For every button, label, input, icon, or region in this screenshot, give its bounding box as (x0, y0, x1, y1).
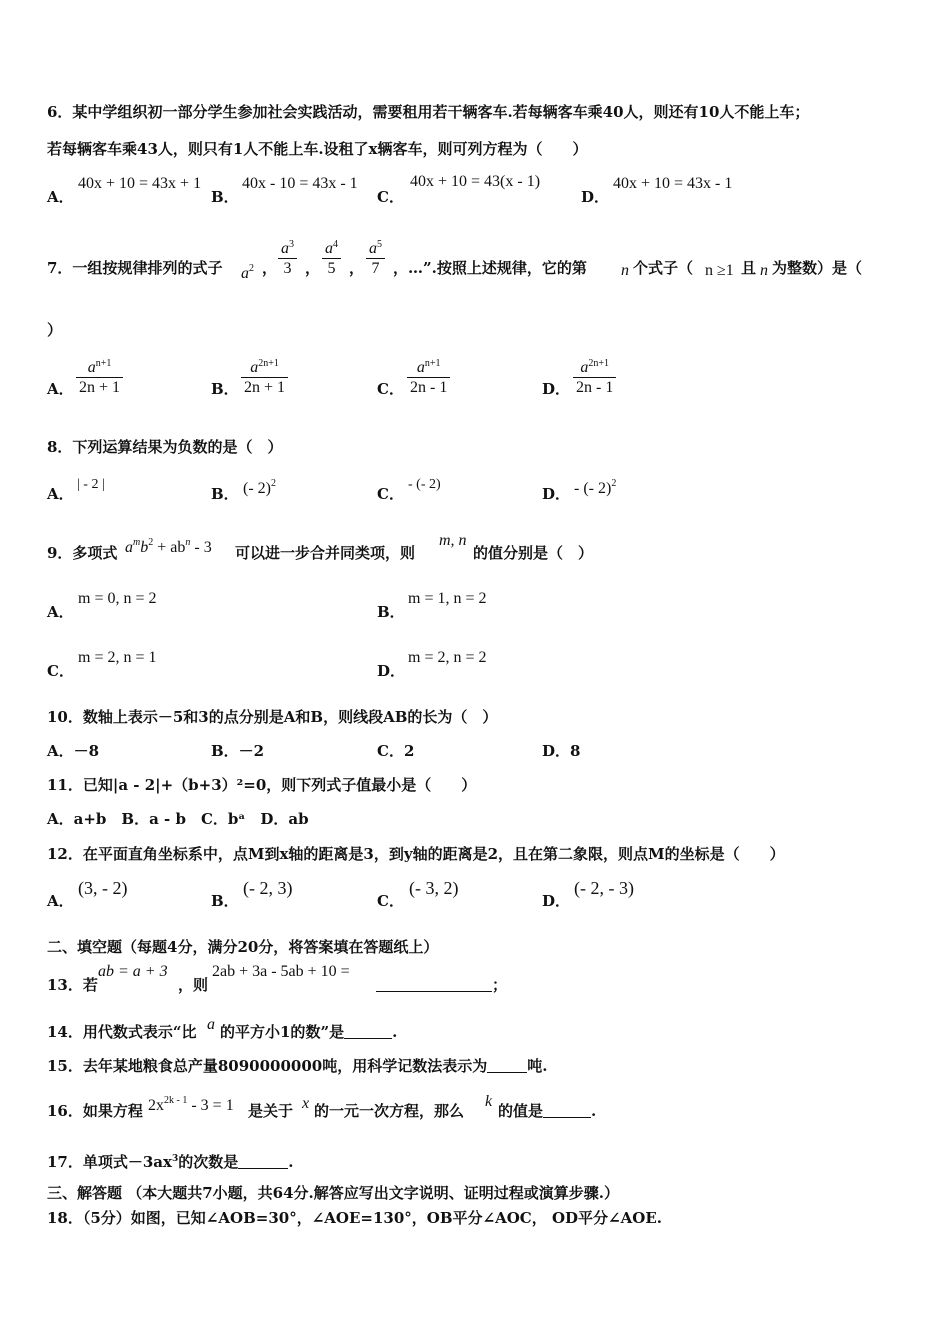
q8-option-b: (- 2)$^2$ (243, 478, 276, 497)
q7-condition: n ≥1 (705, 262, 734, 279)
q6-option-c: 40x + 10 = 43(x - 1) (410, 173, 541, 190)
q14-prefix: 14．用代数式表示“比 (47, 1023, 197, 1041)
q16-prefix: 16．如果方程 (47, 1102, 143, 1120)
q6-line1: 6．某中学组织初一部分学生参加社会实践活动，需要租用若干辆客车.若每辆客车乘40人，则还有10人不能上车； (47, 103, 810, 121)
q8-option-c: - (- 2) (408, 477, 441, 492)
q9-label-a: A． (47, 603, 74, 621)
q8-stem: 8．下列运算结果为负数的是（ ） (47, 438, 283, 456)
q6-option-a: 40x + 10 = 43x + 1 (78, 175, 202, 192)
q7-label-c: C． (377, 380, 404, 398)
q12-option-b: (- 2, 3) (243, 878, 293, 898)
q6-label-b: B． (211, 188, 239, 206)
q16-equation: $2x^{2k - 1} - 3 = 1$ (148, 1095, 234, 1114)
q7-mid3: 且 (741, 259, 757, 277)
q6-option-d: 40x + 10 = 43x - 1 (613, 175, 733, 192)
q8-label-a: A． (47, 485, 74, 503)
q16-variable-x: x (302, 1095, 310, 1112)
q8-label-b: B． (211, 485, 239, 503)
q7-label-b: B． (211, 380, 239, 398)
q12-label-a: A． (47, 892, 74, 910)
q7-term-a2: $a^2$ (241, 263, 254, 282)
q10-option-c: C．2 (377, 742, 415, 760)
q9-label-c: C． (47, 662, 74, 680)
q16-answer[interactable]: 的值是 . (498, 1102, 597, 1120)
q9-option-d: m = 2, n = 2 (408, 649, 487, 666)
q10-stem: 10．数轴上表示－5和3的点分别是A和B，则线段AB的长为（ ） (47, 708, 498, 726)
q9-mn: m, n (439, 532, 467, 549)
q9-label-d: D． (377, 662, 406, 680)
q13-expression: 2ab + 3a - 5ab + 10 = (212, 963, 350, 980)
q7-comma-2: ， (305, 259, 321, 277)
q6-label-a: A． (47, 188, 74, 206)
q7-mid: ，…”.按照上述规律，它的第 (393, 259, 587, 277)
q7-option-b: $\frac{a^{2n+1}}{2n + 1}$ (241, 355, 288, 397)
q9-prefix: 9．多项式 (47, 544, 118, 562)
q9-option-a: m = 0, n = 2 (78, 590, 157, 607)
q8-label-d: D． (542, 485, 571, 503)
q8-label-c: C． (377, 485, 404, 503)
q12-option-a: (3, - 2) (78, 878, 128, 898)
q7-suffix: 为整数）是（ (772, 259, 863, 277)
q7-close: ） (47, 321, 63, 339)
q16-mid2: 的一元一次方程，那么 (314, 1102, 465, 1120)
q7-term-2: $\frac{a^4}{5}$ (322, 236, 341, 278)
q12-stem: 12．在平面直角坐标系中，点M到x轴的距离是3，到y轴的距离是2，且在第二象限，则点M的坐标是（ ） (47, 845, 785, 863)
q9-suffix: 的值分别是（ ） (473, 544, 594, 562)
q14-answer[interactable]: 的平方小1的数”是 . (220, 1023, 398, 1041)
q7-option-a: $\frac{a^{n+1}}{2n + 1}$ (76, 355, 123, 397)
q9-option-b: m = 1, n = 2 (408, 590, 487, 607)
q10-option-a: A．－8 (47, 742, 100, 760)
q11-options: A．a+b B．a - b C．bᵃ D．ab (47, 810, 309, 828)
q13-prefix: 13．若 (47, 976, 98, 994)
q13-mid: ，则 (178, 976, 209, 994)
q15-answer[interactable]: 15．去年某地粮食总产量8090000000吨，用科学记数法表示为 吨. (47, 1057, 548, 1075)
q6-label-d: D． (581, 188, 610, 206)
q16-mid: 是关于 (248, 1102, 294, 1120)
q7-mid2: 个式子（ (633, 259, 694, 277)
q9-option-c: m = 2, n = 1 (78, 649, 157, 666)
q9-mid: 可以进一步合并同类项，则 (235, 544, 416, 562)
q12-label-d: D． (542, 892, 571, 910)
q6-line2: 若每辆客车乘43人，则只有1人不能上车.设租了x辆客车，则可列方程为（ ） (47, 140, 588, 158)
q13-answer[interactable]: ； (376, 975, 507, 995)
q7-option-c: $\frac{a^{n+1}}{2n - 1}$ (407, 355, 450, 397)
q11-stem: 11．已知|a - 2|+（b+3）²=0，则下列式子值最小是（ ） (47, 776, 477, 794)
q7-term-3: $\frac{a^5}{7}$ (366, 236, 385, 278)
q14-variable-a: a (207, 1016, 215, 1033)
q12-label-c: C． (377, 892, 404, 910)
q7-comma-1: ， (262, 259, 278, 277)
q7-label-d: D． (542, 380, 571, 398)
q12-option-d: (- 2, - 3) (574, 878, 634, 898)
q9-label-b: B． (377, 603, 405, 621)
q7-prefix: 7．一组按规律排列的式子 (47, 259, 223, 277)
q7-comma-3: ， (349, 259, 365, 277)
q18-stem: 18．（5分）如图，已知∠AOB=30°，∠AOE=130°，OB平分∠AOC， OD平分∠AOE. (47, 1209, 662, 1227)
q8-option-d: - (- 2)$^2$ (574, 478, 617, 497)
q9-polynomial: $a^mb^2 + ab^n - 3$ (125, 537, 212, 556)
q7-n: n (621, 262, 629, 279)
q12-option-c: (- 3, 2) (409, 878, 459, 898)
q16-variable-k: k (485, 1093, 493, 1110)
q12-label-b: B． (211, 892, 239, 910)
q10-option-b: B．－2 (211, 742, 265, 760)
q7-option-d: $\frac{a^{2n+1}}{2n - 1}$ (573, 355, 616, 397)
q8-option-a: | - 2 | (77, 477, 105, 492)
q17-answer[interactable]: 17．单项式$-3ax^3$的次数是 . (47, 1153, 294, 1171)
q6-option-b: 40x - 10 = 43x - 1 (242, 175, 358, 192)
q7-term-1: $\frac{a^3}{3}$ (278, 236, 297, 278)
section-solve-heading: 三、解答题 （本大题共7小题，共64分.解答应写出文字说明、证明过程或演算步骤.） (47, 1184, 619, 1202)
section-fill-in-heading: 二、填空题（每题4分，满分20分，将答案填在答题纸上） (47, 938, 439, 956)
q13-condition: ab = a + 3 (98, 963, 168, 980)
q6-label-c: C． (377, 188, 404, 206)
q7-n2: n (760, 262, 768, 279)
q10-option-d: D．8 (542, 742, 581, 760)
q7-label-a: A． (47, 380, 74, 398)
